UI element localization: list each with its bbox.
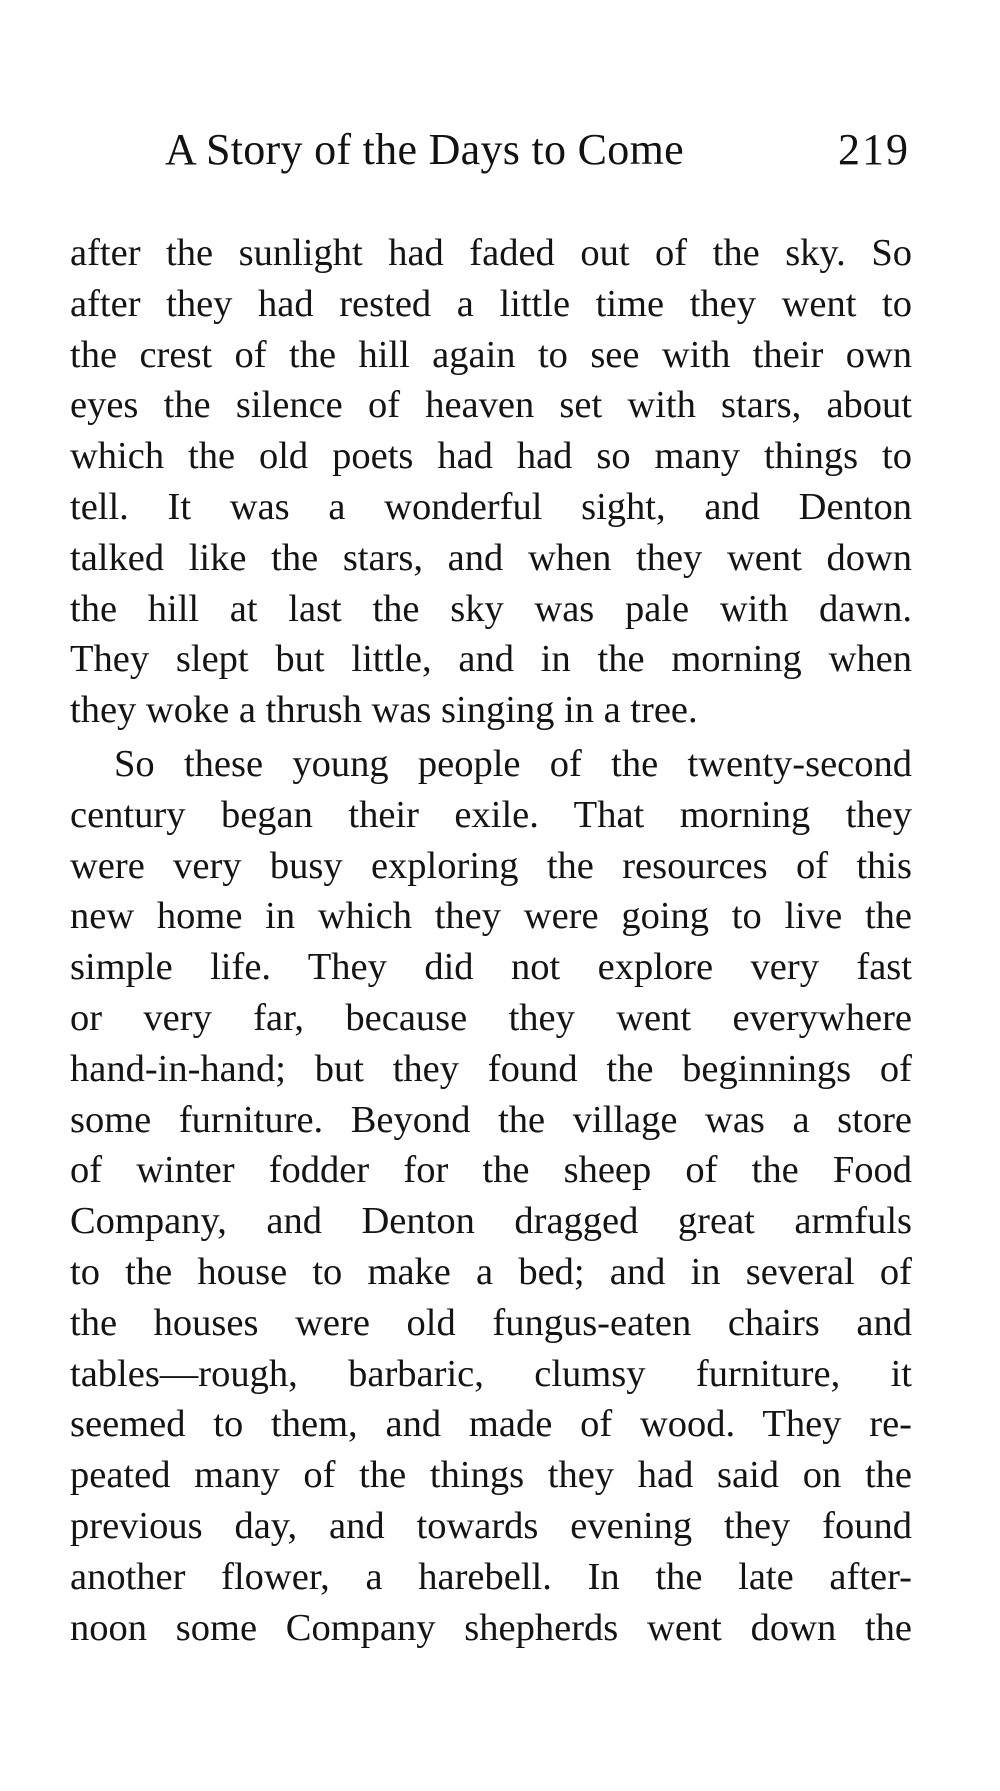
text-line: or very far, because they went everywhere: [70, 996, 912, 1039]
text-line: Company, and Denton dragged great armfuls: [70, 1200, 912, 1243]
text-line: of winter fodder for the sheep of the Food: [70, 1149, 912, 1192]
text-line: were very busy exploring the resources of this: [70, 844, 912, 887]
text-line: the crest of the hill again to see with their own: [70, 333, 912, 376]
text-line: to the house to make a bed; and in several of: [70, 1250, 912, 1293]
text-line: new home in which they were going to live the: [70, 895, 912, 938]
text-line: century began their exile. That morning they: [70, 793, 912, 836]
running-head: [165, 120, 910, 180]
text-line: simple life. They did not explore very fast: [70, 946, 912, 989]
paragraph: [70, 228, 912, 736]
chapter-title: A Story of the Days to Come: [165, 125, 684, 174]
page-number: 219: [838, 125, 910, 174]
text-line: some furniture. Beyond the village was a store: [70, 1098, 912, 1141]
text-line: So these young people of the twenty-second: [114, 742, 912, 785]
text-line: tell. It was a wonderful sight, and Denton: [70, 485, 912, 528]
text-line: after the sunlight had faded out of the sky. So: [70, 232, 912, 274]
text-line: the houses were old fungus-eaten chairs and: [70, 1301, 912, 1344]
text-line: noon some Company shepherds went down the: [70, 1606, 912, 1649]
text-line: the hill at last the sky was pale with dawn.: [70, 587, 912, 630]
text-line: talked like the stars, and when they went down: [70, 536, 912, 579]
text-line: they woke a thrush was singing in a tree.: [70, 689, 698, 732]
text-line: peated many of the things they had said on the: [70, 1454, 912, 1497]
text-line: eyes the silence of heaven set with stars, about: [70, 384, 912, 427]
paragraph: [70, 739, 912, 1653]
text-line: another flower, a harebell. In the late after-: [70, 1555, 912, 1598]
text-line: previous day, and towards evening they found: [70, 1504, 912, 1547]
text-line: hand-in-hand; but they found the beginnings of: [70, 1047, 912, 1090]
text-line: They slept but little, and in the morning when: [70, 638, 912, 681]
text-line: tables—rough, barbaric, clumsy furniture, it: [70, 1352, 912, 1395]
body-text: [70, 228, 912, 1653]
text-line: seemed to them, and made of wood. They re-: [70, 1403, 912, 1446]
text-line: after they had rested a little time they went to: [70, 282, 912, 325]
text-line: which the old poets had had so many things to: [70, 435, 912, 478]
